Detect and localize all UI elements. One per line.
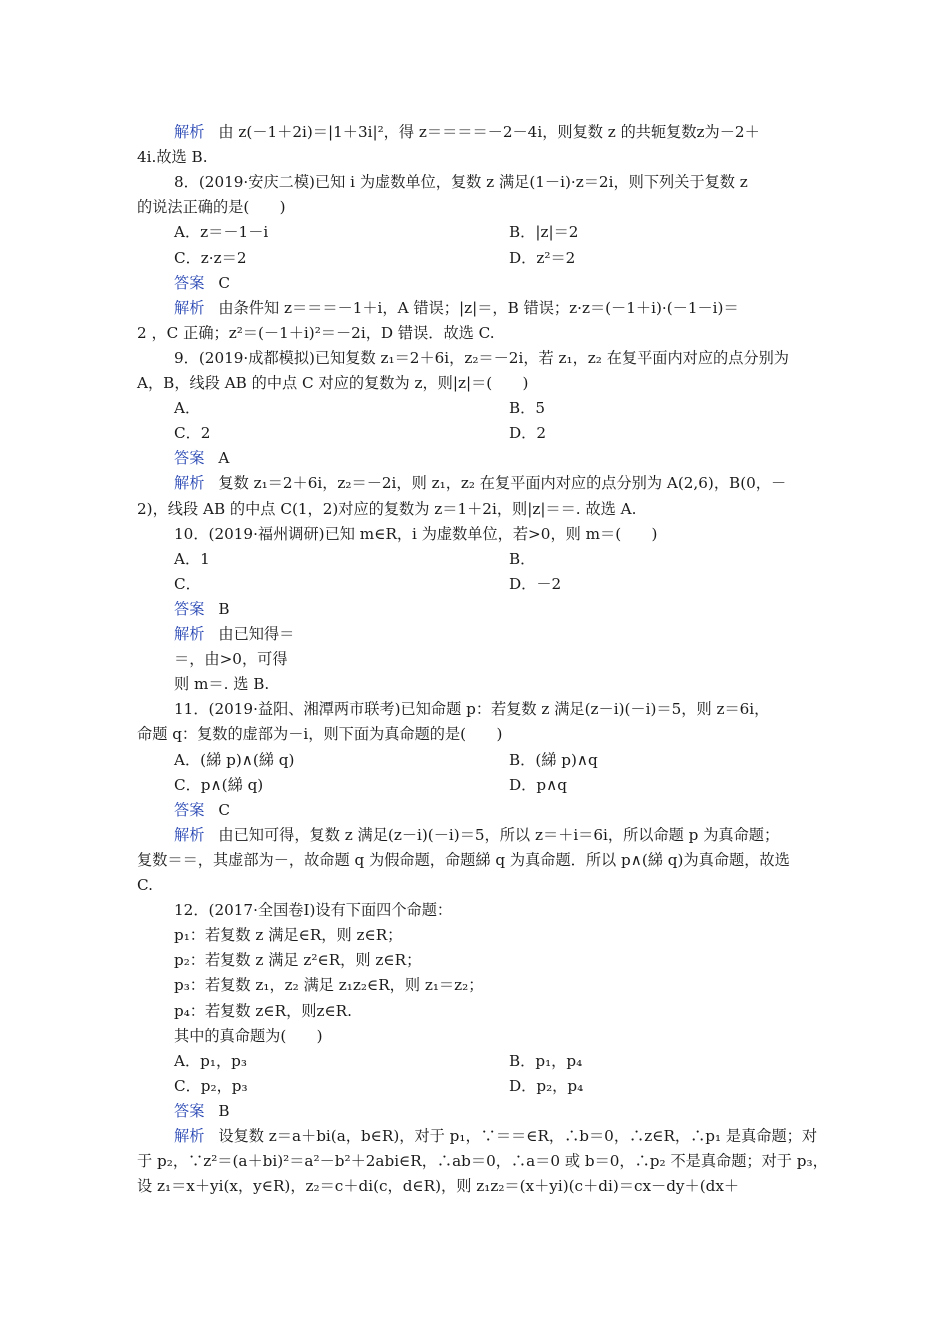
answer-option: D．2: [509, 424, 547, 442]
line-text: 设 z₁＝x＋yi(x，y∈R)，z₂＝c＋di(c，d∈R)，则 z₁z₂＝(x＋yi)(c＋di)＝cx－dy＋(dx＋: [137, 1177, 740, 1195]
section-tag: 答案: [174, 600, 205, 618]
line-text: 则 m＝. 选 B.: [174, 675, 270, 693]
answer-option: B．p₁，p₄: [509, 1052, 583, 1070]
text-line: [137, 321, 827, 346]
answer-option: C．p₂，p₃: [174, 1077, 248, 1095]
text-line: [174, 999, 827, 1024]
answer-option: A．1: [174, 550, 210, 568]
answer-option: C．2: [174, 424, 211, 442]
answer-option: B．(綈 p)∧q: [509, 751, 598, 769]
labeled-line: [174, 622, 827, 647]
line-text: 9．(2019·成都模拟)已知复数 z₁＝2＋6i，z₂＝－2i，若 z₁，z₂ 在复平面内对应的点分别为: [174, 349, 789, 367]
text-line: [137, 145, 827, 170]
text-line: [174, 1024, 827, 1049]
line-text: B: [218, 1102, 230, 1120]
answer-option: B．|z|＝2: [509, 223, 579, 241]
text-line: [174, 346, 827, 371]
text-line: [174, 672, 827, 697]
line-text: 8．(2019·安庆二模)已知 i 为虚数单位，复数 z 满足(1－i)·z＝2i，则下列关于复数 z: [174, 173, 748, 191]
answer-option: C．z·z＝2: [174, 249, 247, 267]
section-tag: 答案: [174, 274, 205, 292]
text-line: [174, 170, 827, 195]
section-tag: 解析: [174, 123, 205, 141]
answer-option: D．p₂，p₄: [509, 1077, 584, 1095]
answer-option: A．p₁，p₃: [174, 1052, 247, 1070]
answer-option: A．z＝－1－i: [174, 223, 269, 241]
line-text: 由 z(－1＋2i)＝|1＋3i|²，得 z＝＝＝＝－2－4i，则复数 z 的共轭复数z为－2＋: [218, 123, 760, 141]
text-line: [174, 923, 827, 948]
answer-option: D．z²＝2: [509, 249, 576, 267]
line-text: C: [218, 801, 230, 819]
line-text: p₄：若复数 z∈R，则z∈R.: [174, 1002, 352, 1020]
line-text: 命题 q：复数的虚部为－i，则下面为真命题的是( ): [137, 725, 503, 743]
labeled-line: [174, 597, 827, 622]
text-line: [174, 697, 827, 722]
line-text: 由条件知 z＝＝＝－1＋i，A 错误；|z|＝，B 错误；z·z＝(－1＋i)·(－1－i)＝: [218, 299, 739, 317]
line-text: 设复数 z＝a＋bi(a，b∈R)，对于 p₁，∵＝＝∈R，∴b＝0，∴z∈R，∴p₁ 是真命题；对: [218, 1127, 818, 1145]
line-text: A，B，线段 AB 的中点 C 对应的复数为 z，则|z|＝( ): [137, 374, 529, 392]
labeled-line: [174, 271, 827, 296]
text-line: [137, 873, 827, 898]
text-line: [174, 522, 827, 547]
answer-option: C．p∧(綈 q): [174, 776, 264, 794]
text-line: [137, 1174, 827, 1199]
section-tag: 答案: [174, 449, 205, 467]
line-text: 复数＝＝，其虚部为－，故命题 q 为假命题，命题綈 q 为真命题．所以 p∧(綈 q)为真命题，故选: [137, 851, 790, 869]
text-line: [174, 898, 827, 923]
answer-option: B．5: [509, 399, 546, 417]
labeled-line: [174, 1099, 827, 1124]
text-line: [137, 371, 827, 396]
text-line: [137, 722, 827, 747]
answer-option: A．(綈 p)∧(綈 q): [174, 751, 295, 769]
text-line: [137, 497, 827, 522]
line-text: 由已知可得，复数 z 满足(z－i)(－i)＝5，所以 z＝＋i＝6i，所以命题 p 为真命题；: [218, 826, 780, 844]
answer-option: B．: [509, 550, 536, 568]
labeled-line: [174, 446, 827, 471]
labeled-line: [174, 296, 827, 321]
labeled-line: [174, 1124, 827, 1149]
answer-option: C．: [174, 575, 201, 593]
text-line: [174, 647, 827, 672]
line-text: 的说法正确的是( ): [137, 198, 286, 216]
section-tag: 解析: [174, 826, 205, 844]
answer-option: A．: [174, 399, 201, 417]
line-text: 2 ，C 正确；z²＝(－1＋i)²＝－2i，D 错误．故选 C.: [137, 324, 495, 342]
line-text: 11．(2019·益阳、湘潭两市联考)已知命题 p：若复数 z 满足(z－i)(－i)＝5，则 z＝6i，: [174, 700, 770, 718]
section-tag: 解析: [174, 299, 205, 317]
section-tag: 解析: [174, 474, 205, 492]
line-text: 于 p₂，∵z²＝(a＋bi)²＝a²－b²＋2abi∈R，∴ab＝0，∴a＝0 或 b＝0，∴p₂ 不是真命题；对于 p₃，: [137, 1152, 828, 1170]
line-text: 2)，线段 AB 的中点 C(1，2)对应的复数为 z＝1＋2i，则|z|＝＝. 故选 A.: [137, 500, 637, 518]
line-text: 复数 z₁＝2＋6i，z₂＝－2i，则 z₁，z₂ 在复平面内对应的点分别为 A(2,6)，B(0，－: [218, 474, 787, 492]
line-text: A: [218, 449, 230, 467]
line-text: 12．(2017·全国卷Ⅰ)设有下面四个命题：: [174, 901, 453, 919]
line-text: p₁：若复数 z 满足∈R，则 z∈R；: [174, 926, 403, 944]
line-text: C: [218, 274, 230, 292]
line-text: 由已知得＝: [218, 625, 295, 643]
line-text: p₂：若复数 z 满足 z²∈R，则 z∈R；: [174, 951, 422, 969]
line-text: ＝，由>0，可得: [174, 650, 288, 668]
line-text: C.: [137, 876, 153, 894]
section-tag: 解析: [174, 625, 205, 643]
line-text: 其中的真命题为( ): [174, 1027, 323, 1045]
labeled-line: [174, 471, 827, 496]
text-line: [137, 848, 827, 873]
section-tag: 解析: [174, 1127, 205, 1145]
text-line: [174, 973, 827, 998]
labeled-line: [174, 798, 827, 823]
line-text: p₃：若复数 z₁，z₂ 满足 z₁z₂∈R，则 z₁＝z₂；: [174, 976, 484, 994]
labeled-line: [174, 120, 827, 145]
answer-option: D．－2: [509, 575, 562, 593]
labeled-line: [174, 823, 827, 848]
text-line: [174, 948, 827, 973]
line-text: 4i.故选 B.: [137, 148, 208, 166]
section-tag: 答案: [174, 1102, 205, 1120]
text-line: [137, 1149, 827, 1174]
answer-option: D．p∧q: [509, 776, 567, 794]
text-line: [137, 195, 827, 220]
section-tag: 答案: [174, 801, 205, 819]
line-text: B: [218, 600, 230, 618]
line-text: 10．(2019·福州调研)已知 m∈R，i 为虚数单位，若>0，则 m＝( ): [174, 525, 658, 543]
